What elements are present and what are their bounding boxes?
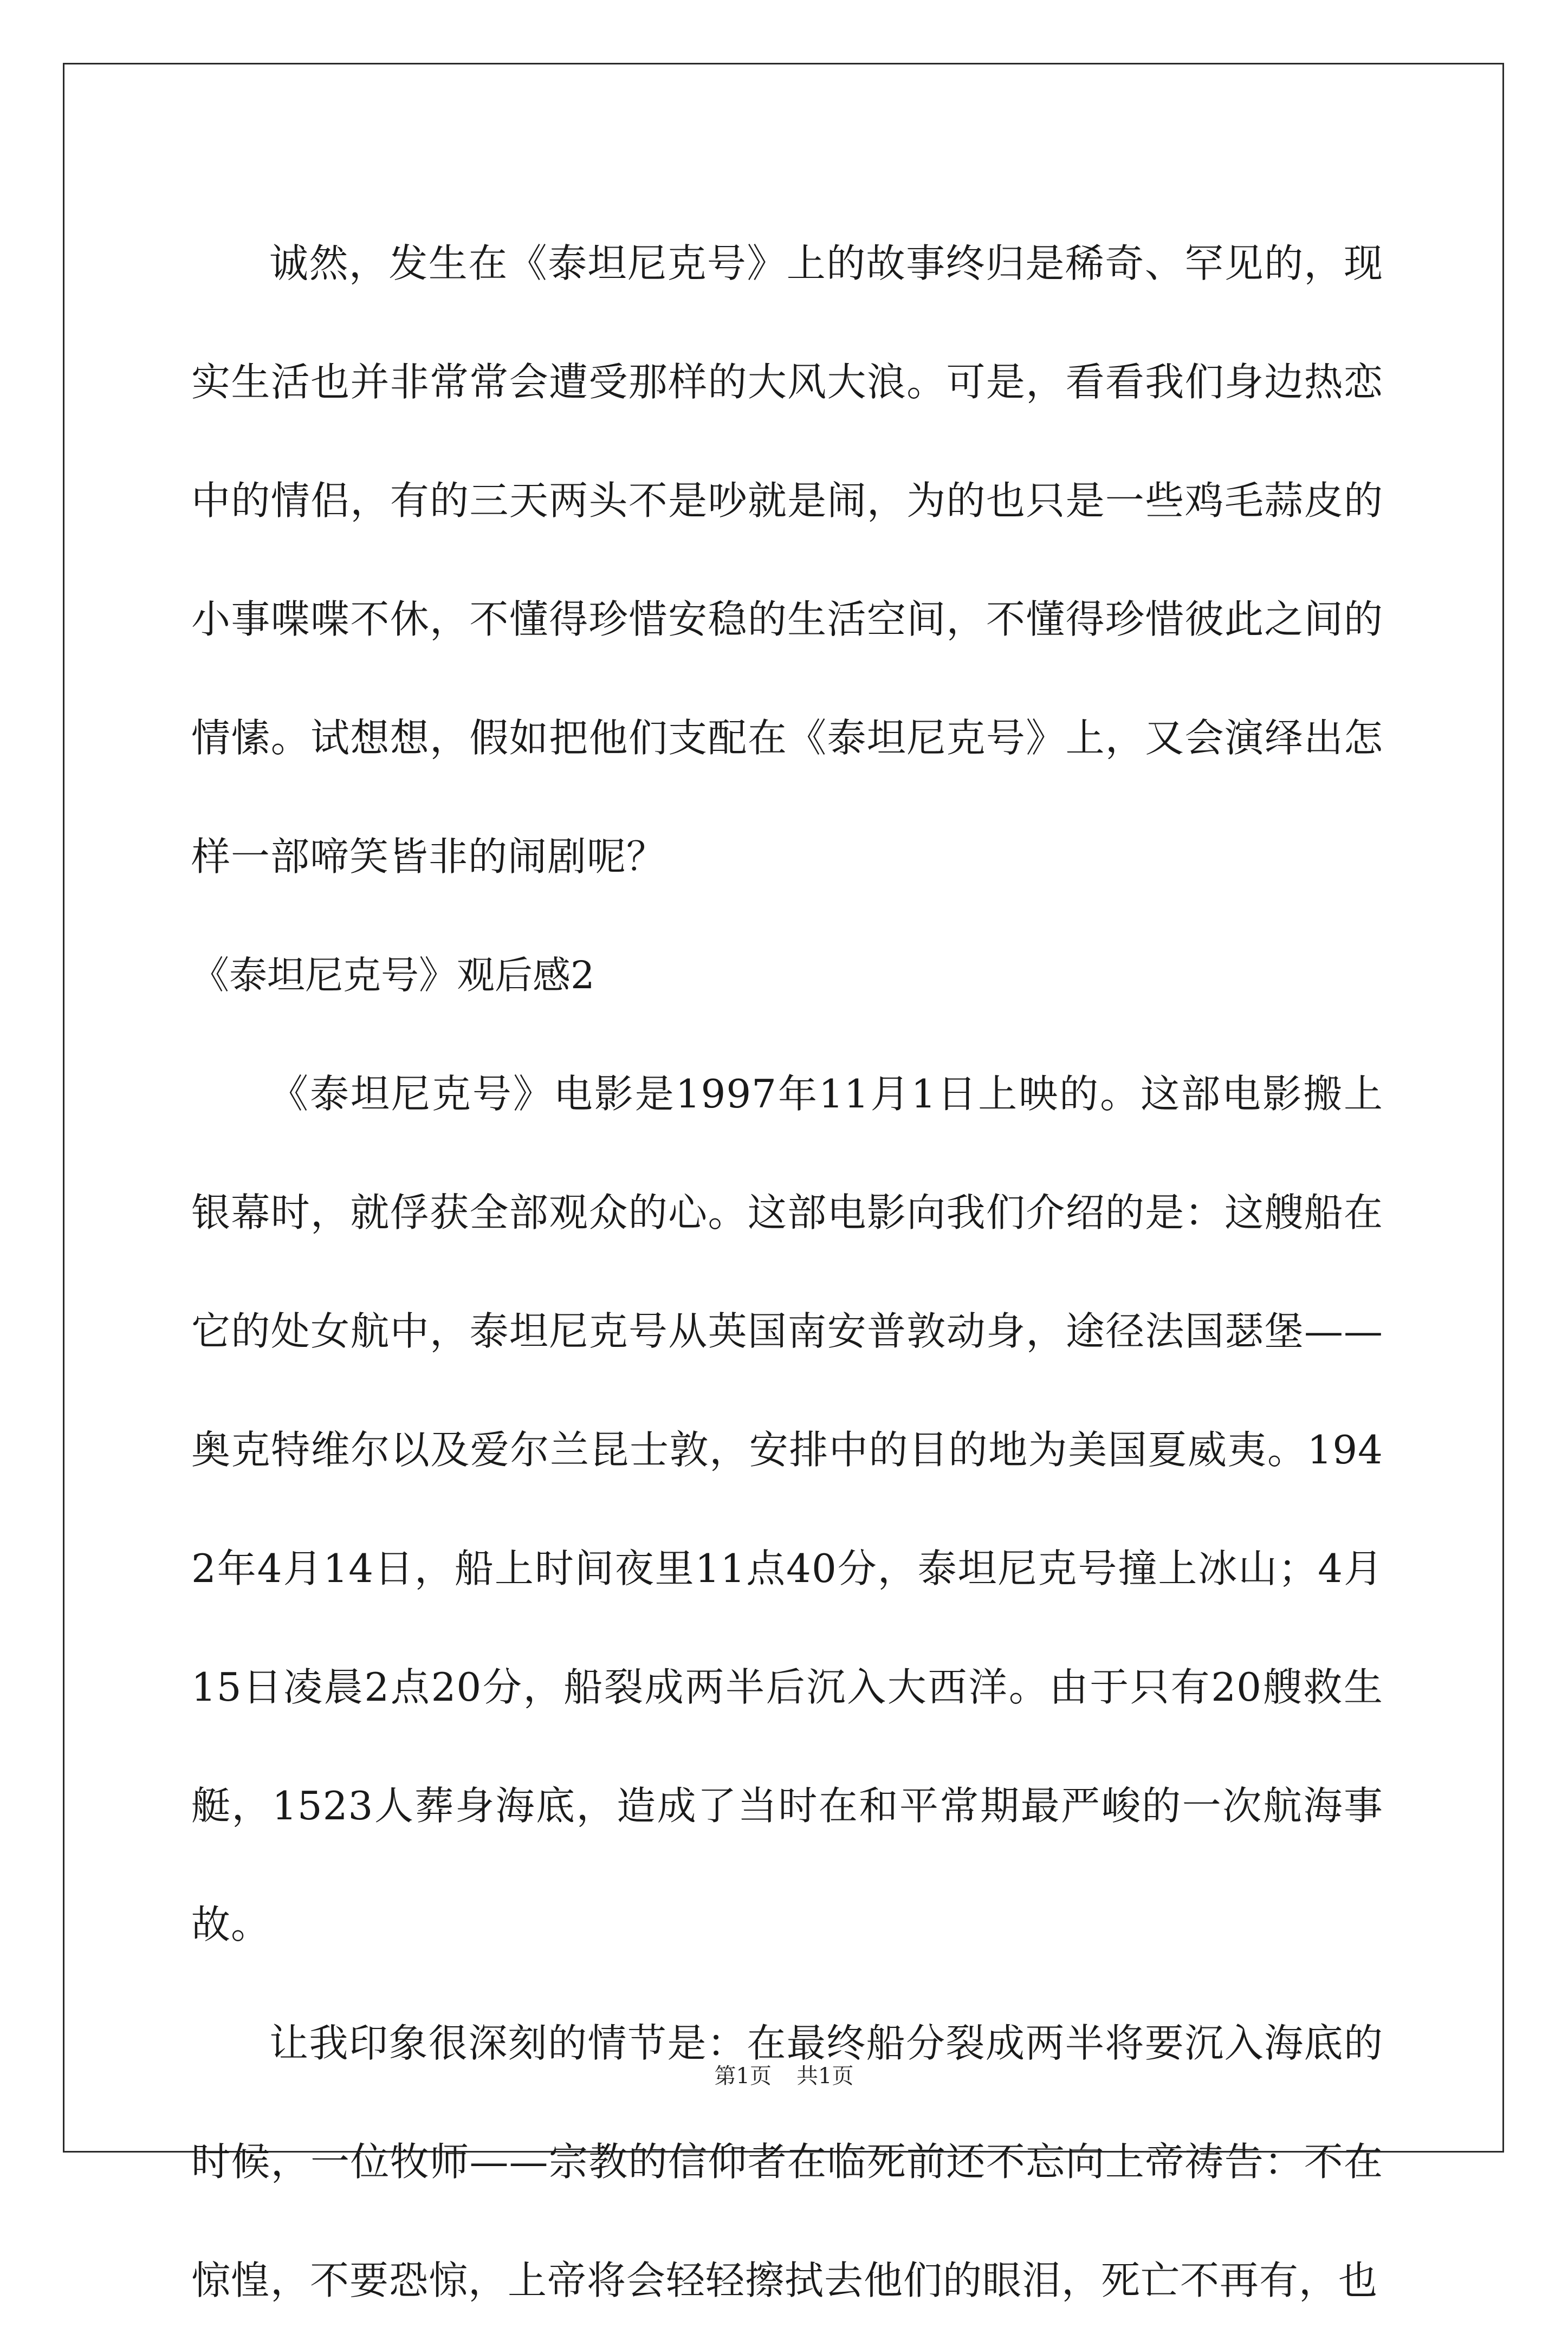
document-body [191,204,1383,2340]
body-paragraph: 让我印象很深刻的情节是：在最终船分裂成两半将要沉入海底的时候，一位牧师——宗教的信仰者在临死前还不忘向上帝祷告：不在惊惶，不要恐惊，上帝将会轻轻擦拭去他们的眼泪，死亡不再有，也 [191,2020,1383,2303]
page-total: 共1页 [796,2064,854,2089]
page-number: 第1页 [714,2064,772,2089]
section-heading: 《泰坦尼克号》观后感2 [191,953,595,997]
body-paragraph: 《泰坦尼克号》电影是1997年11月1日上映的。这部电影搬上银幕时，就俘获全部观众的心。这部电影向我们介绍的是：这艘船在它的处女航中，泰坦尼克号从英国南安普敦动身，途径法国瑟堡——奥克特维尔以及爱尔兰昆士敦，安排中的目的地为美国夏威夷。1942年4月14日，船上时间夜里11点40分，泰坦尼克号撞上冰山；4月15日凌晨2点20分，船裂成两半后沉入大西洋。由于只有20艘救生艇，1523人葬身海底，造成了当时在和平常期最严峻的一次航海事故。 [191,1071,1383,1947]
body-paragraph: 诚然，发生在《泰坦尼克号》上的故事终归是稀奇、罕见的，现实生活也并非常常会遭受那样的大风大浪。可是，看看我们身边热恋中的情侣，有的三天两头不是吵就是闹，为的也只是一些鸡毛蒜皮的小事喋喋不休，不懂得珍惜安稳的生活空间，不懂得珍惜彼此之间的情愫。试想想，假如把他们支配在《泰坦尼克号》上，又会演绎出怎样一部啼笑皆非的闹剧呢？ [191,241,1383,879]
page-footer [0,2059,1568,2090]
